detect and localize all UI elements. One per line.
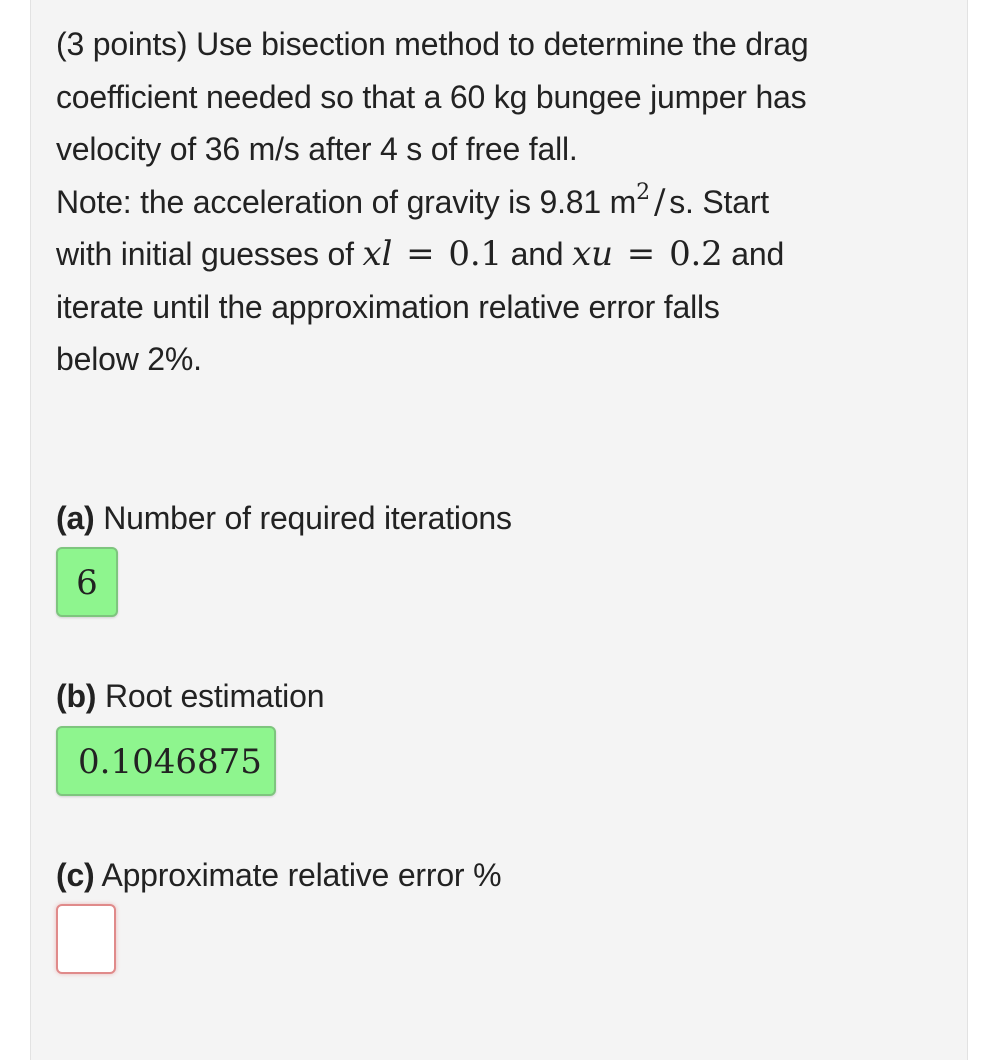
part-a-answer-field[interactable]: 6 — [56, 547, 118, 617]
note-prefix: Note: the acceleration of gravity is 9.81 m — [56, 183, 637, 220]
part-a-letter: (a) — [56, 500, 95, 536]
part-b-letter: (b) — [56, 678, 97, 714]
part-a-label — [56, 498, 512, 538]
xu-value: 0.2 — [669, 234, 723, 274]
guesses-and: and — [501, 236, 573, 272]
part-c-label — [56, 855, 501, 895]
xu-symbol: xu — [572, 234, 613, 274]
part-b-label — [56, 676, 324, 716]
xl-value: 0.1 — [448, 234, 502, 274]
question-card — [30, 0, 968, 1060]
part-c-text: Approximate relative error % — [94, 857, 502, 893]
part-a-text: Number of required iterations — [94, 500, 512, 536]
xu-equals: = — [626, 234, 656, 274]
question-line-7: below 2%. — [56, 341, 202, 377]
guesses-end: and — [722, 236, 785, 272]
part-b-answer-field[interactable]: 0.1046875 — [56, 726, 276, 796]
part-b-text: Root estimation — [96, 678, 325, 714]
note-slash: / — [653, 181, 666, 222]
part-c-answer-field[interactable] — [56, 904, 116, 974]
part-c-letter: (c) — [56, 857, 95, 893]
question-guesses-line — [56, 228, 946, 281]
question-line-3: velocity of 36 m/s after 4 s of free fall. — [56, 131, 578, 167]
xl-symbol: xl — [362, 234, 393, 274]
question-text — [56, 18, 946, 386]
question-line-1: (3 points) Use bisection method to determine the drag — [56, 26, 809, 62]
note-exponent: 2 — [636, 179, 650, 205]
question-line-2: coefficient needed so that a 60 kg bungee jumper has — [56, 78, 807, 115]
guesses-prefix: with initial guesses of — [56, 236, 363, 272]
question-line-6: iterate until the approximation relative error falls — [56, 288, 720, 325]
note-suffix: s. Start — [669, 183, 769, 220]
xl-equals: = — [406, 234, 435, 274]
question-note-line — [56, 176, 946, 229]
